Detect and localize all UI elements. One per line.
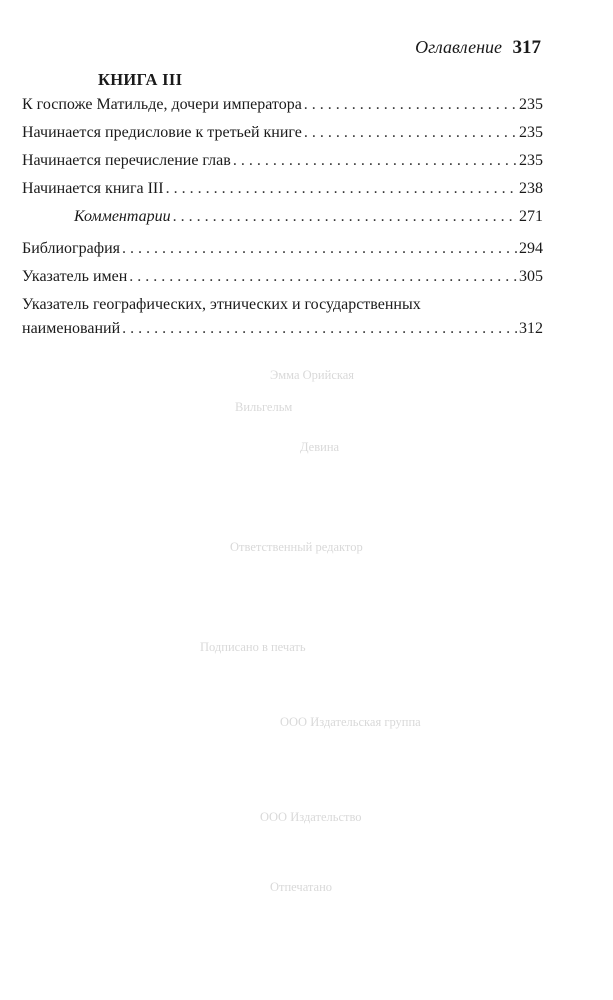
dot-leader [166, 180, 517, 198]
bleed-through-text: Эмма Орийская [270, 368, 355, 382]
dot-leader [122, 320, 517, 338]
bleed-through-text: ООО Издательство [260, 810, 362, 824]
toc-entry-page: 271 [519, 208, 543, 225]
toc-entry-label: Начинается перечисление глав [22, 152, 231, 169]
toc-entry-label: Начинается предисловие к третьей книге [22, 124, 302, 141]
bleed-through-text: ООО Издательская группа [280, 715, 421, 729]
toc-entry-page: 235 [519, 152, 543, 169]
toc-entry-label: Начинается книга III [22, 180, 164, 197]
toc-entry-multiline-second[interactable] [22, 320, 543, 348]
dot-leader [233, 152, 517, 170]
toc-entry-page: 305 [519, 268, 543, 285]
toc-entry-page: 238 [519, 180, 543, 197]
toc-entry-page: 235 [519, 96, 543, 113]
running-head [415, 37, 541, 59]
toc-entry-label: Указатель имен [22, 268, 128, 285]
toc-entry[interactable] [22, 240, 543, 268]
toc-entry-label-line1: Указатель географических, этнических и государственных [22, 296, 421, 313]
bleed-through-text: Отпечатано [270, 880, 333, 894]
toc-entry[interactable] [22, 152, 543, 180]
bleed-through-text: Подписано в печать [200, 640, 306, 654]
dot-leader [129, 268, 517, 286]
toc-entry[interactable] [22, 96, 543, 124]
dot-leader [173, 208, 517, 226]
bleed-through-text: Вильгельм [235, 400, 293, 414]
toc-entry-label-line2: наименований [22, 320, 121, 337]
running-head-title: Оглавление [415, 37, 502, 57]
toc-entry-page: 235 [519, 124, 543, 141]
toc-entry[interactable] [22, 124, 543, 152]
toc-entry-multiline-first[interactable] [22, 296, 543, 320]
toc-entry[interactable] [22, 268, 543, 296]
toc-entry-comments[interactable] [22, 208, 543, 236]
toc-section-book-3 [22, 96, 543, 236]
toc-section-back-matter [22, 240, 543, 348]
running-head-page-number: 317 [512, 37, 541, 58]
bleed-through-text: Девина [300, 440, 340, 454]
toc-entry[interactable] [22, 180, 543, 208]
bleed-through-text: Ответственный редактор [230, 540, 363, 554]
book-heading: КНИГА III [98, 70, 183, 89]
toc-entry-label: К госпоже Матильде, дочери императора [22, 96, 302, 113]
dot-leader [304, 124, 517, 142]
dot-leader [304, 96, 517, 114]
toc-entry-page: 312 [519, 320, 543, 337]
toc-entry-page: 294 [519, 240, 543, 257]
dot-leader [122, 240, 517, 258]
toc-entry-label: Комментарии [74, 208, 171, 225]
toc-entry-label: Библиография [22, 240, 120, 257]
